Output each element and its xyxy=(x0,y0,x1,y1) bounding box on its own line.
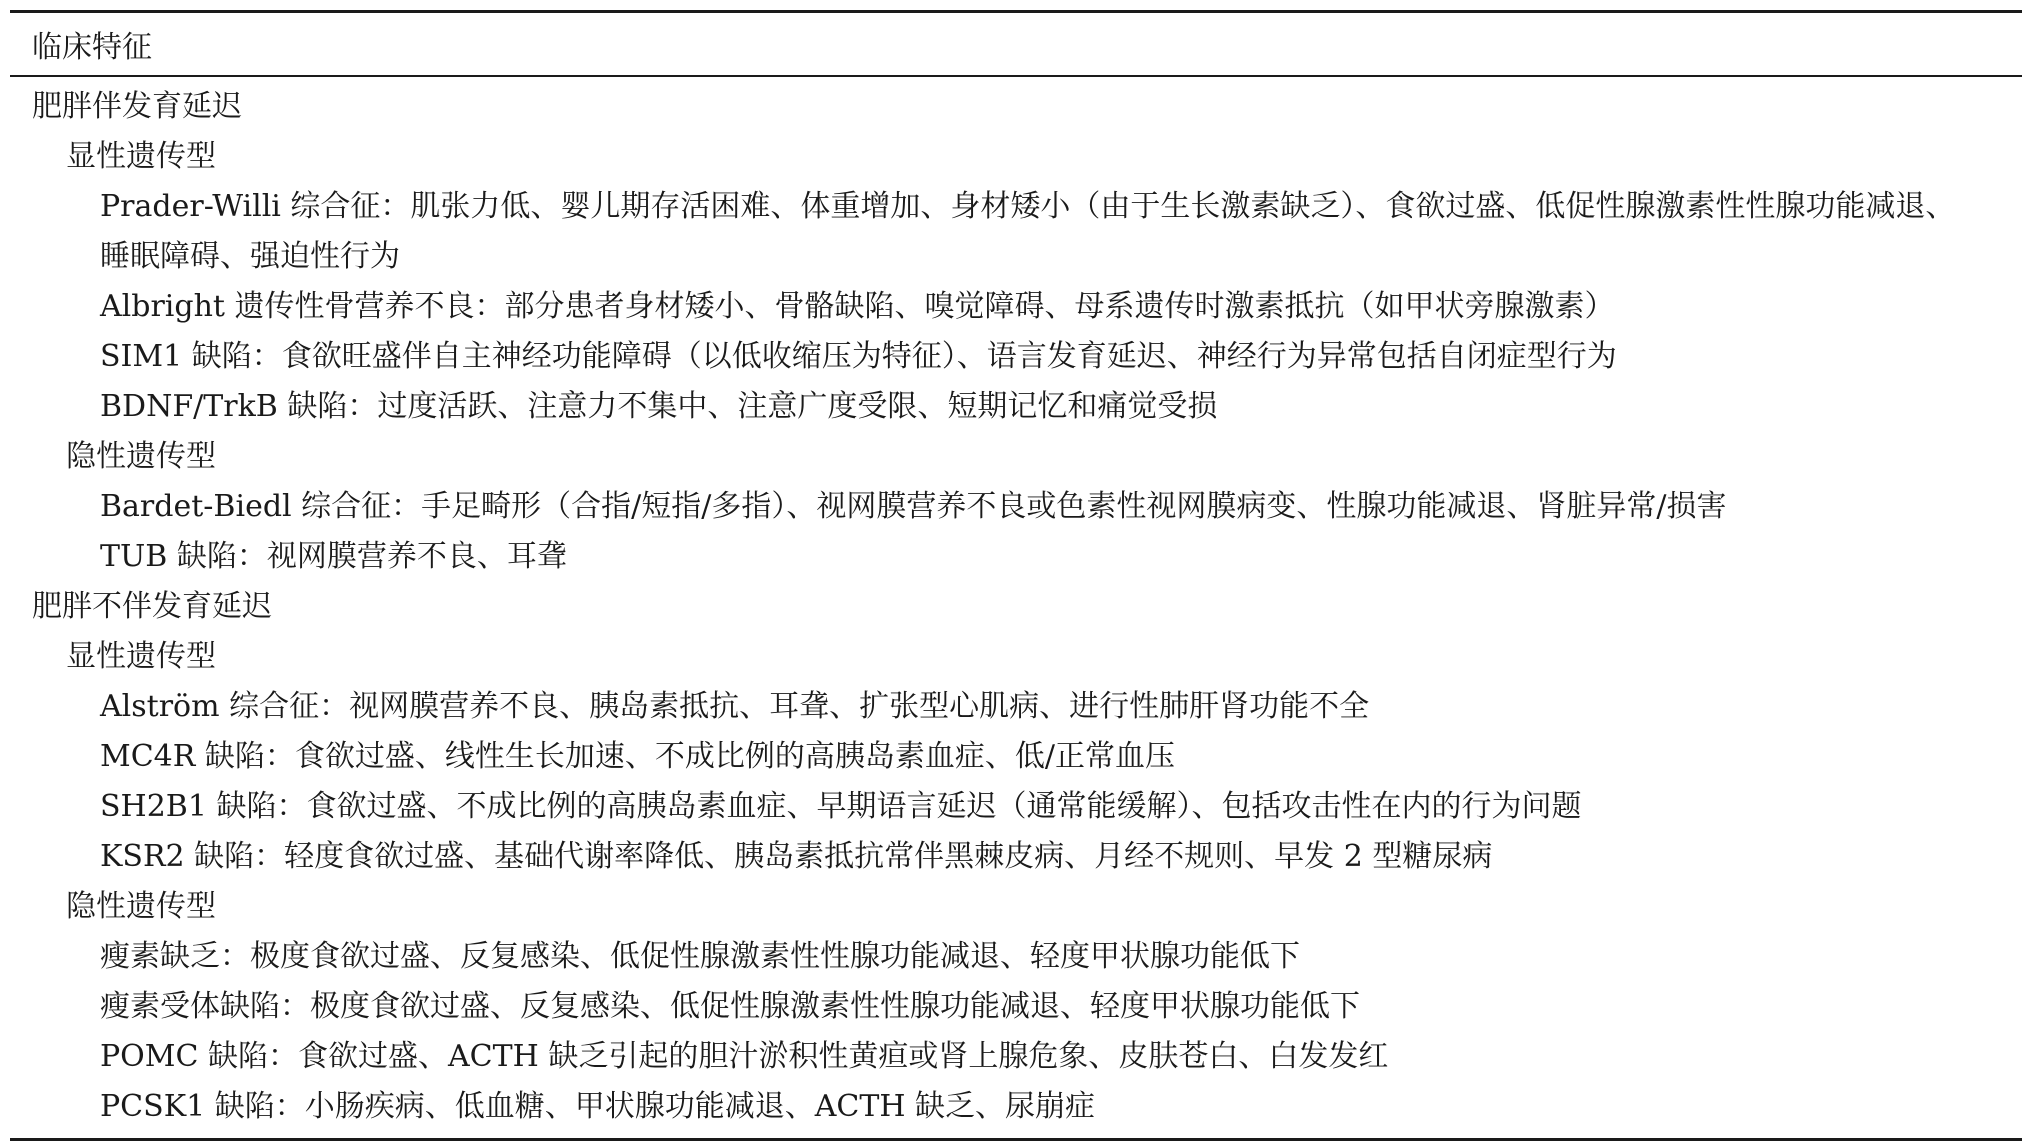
table-row: 瘦素受体缺陷：极度食欲过盛、反复感染、低促性腺激素性性腺功能减退、轻度甲状腺功能低下 xyxy=(100,989,1360,1024)
table-header: 临床特征 xyxy=(32,30,152,65)
subgroup-title: 显性遗传型 xyxy=(66,639,216,674)
clinical-features-table xyxy=(10,10,2022,1141)
table-row: PCSK1 缺陷：小肠疾病、低血糖、甲状腺功能减退、ACTH 缺乏、尿崩症 xyxy=(100,1089,1096,1124)
subgroup-title: 隐性遗传型 xyxy=(66,889,216,924)
group-title: 肥胖伴发育延迟 xyxy=(32,89,242,124)
table-row: BDNF/TrkB 缺陷：过度活跃、注意力不集中、注意广度受限、短期记忆和痛觉受损 xyxy=(100,389,1218,424)
table-row: Alström 综合征：视网膜营养不良、胰岛素抵抗、耳聋、扩张型心肌病、进行性肺肝肾功能不全 xyxy=(100,689,1370,724)
subgroup-title: 隐性遗传型 xyxy=(66,439,216,474)
table-body xyxy=(10,77,2022,1138)
table-row: TUB 缺陷：视网膜营养不良、耳聋 xyxy=(100,539,567,574)
table-row: SH2B1 缺陷：食欲过盛、不成比例的高胰岛素血症、早期语言延迟（通常能缓解）、包括攻击性在内的行为问题 xyxy=(100,789,1582,824)
subgroup-title: 显性遗传型 xyxy=(66,139,216,174)
table-row: Bardet-Biedl 综合征：手足畸形（合指/短指/多指）、视网膜营养不良或色素性视网膜病变、性腺功能减退、肾脏异常/损害 xyxy=(100,489,1727,524)
table-row: 睡眠障碍、强迫性行为 xyxy=(100,239,400,274)
table-row: 瘦素缺乏：极度食欲过盛、反复感染、低促性腺激素性性腺功能减退、轻度甲状腺功能低下 xyxy=(100,939,1300,974)
table-row: SIM1 缺陷：食欲旺盛伴自主神经功能障碍（以低收缩压为特征）、语言发育延迟、神经行为异常包括自闭症型行为 xyxy=(100,339,1617,374)
table-row: Prader-Willi 综合征：肌张力低、婴儿期存活困难、体重增加、身材矮小（由于生长激素缺乏）、食欲过盛、低促性腺激素性性腺功能减退、 xyxy=(100,189,1956,224)
table-row: Albright 遗传性骨营养不良：部分患者身材矮小、骨骼缺陷、嗅觉障碍、母系遗传时激素抵抗（如甲状旁腺激素） xyxy=(100,289,1615,324)
table-row: KSR2 缺陷：轻度食欲过盛、基础代谢率降低、胰岛素抵抗常伴黑棘皮病、月经不规则、早发 2 型糖尿病 xyxy=(100,839,1493,874)
group-title: 肥胖不伴发育延迟 xyxy=(32,589,272,624)
table-row: POMC 缺陷：食欲过盛、ACTH 缺乏引起的胆汁淤积性黄疸或肾上腺危象、皮肤苍白、白发发红 xyxy=(100,1039,1389,1074)
table-row: MC4R 缺陷：食欲过盛、线性生长加速、不成比例的高胰岛素血症、低/正常血压 xyxy=(100,739,1175,774)
